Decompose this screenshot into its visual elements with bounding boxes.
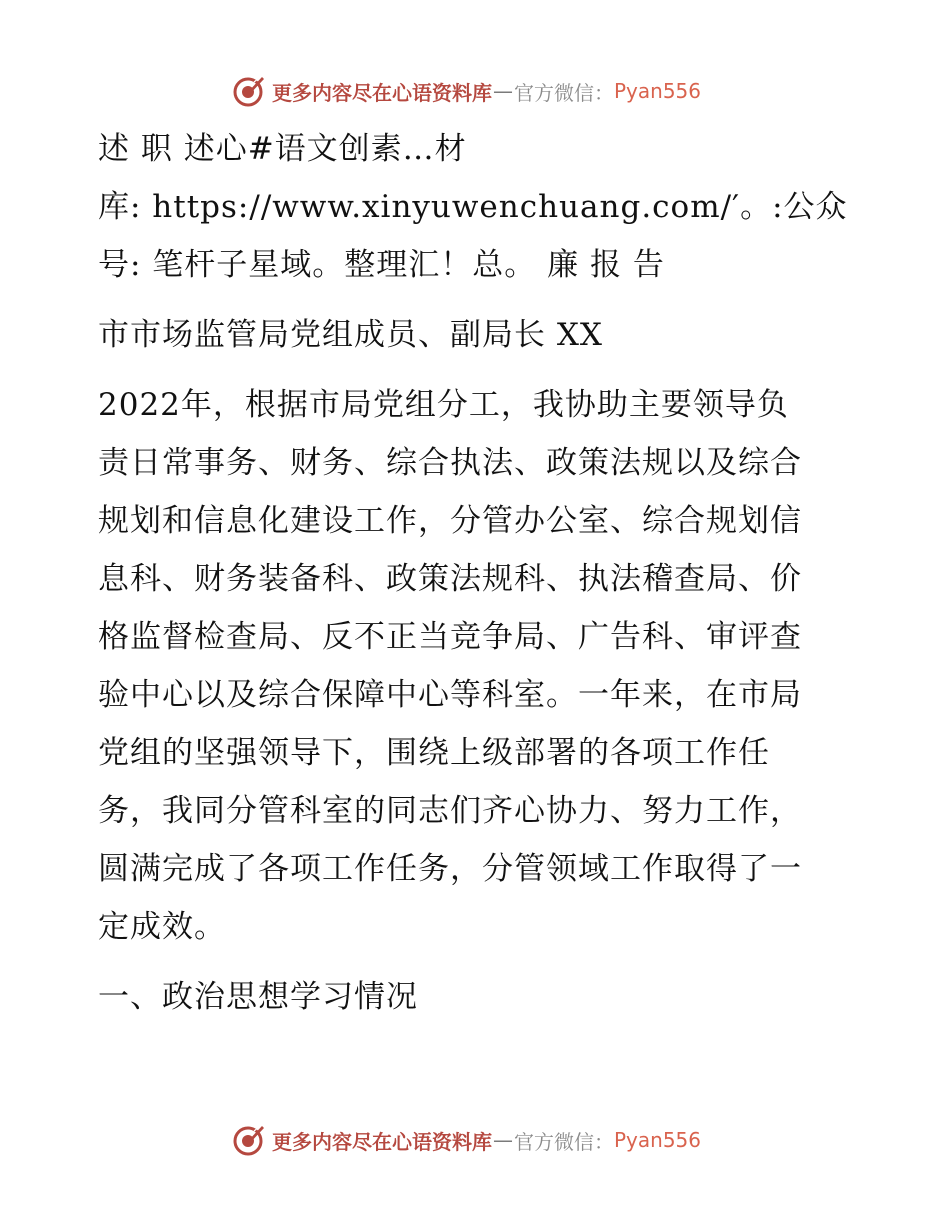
watermark-top	[232, 71, 701, 111]
watermark-dash: —	[493, 1128, 513, 1152]
section-heading: 一、政治思想学习情况	[98, 979, 418, 1015]
body-line-9: 圆满完成了各项工作任务，分管领域工作取得了一	[98, 851, 802, 887]
watermark-wechat-id: Pyan556	[614, 1128, 702, 1152]
header-line-1: 述 职 述心#语文创素…材	[98, 131, 467, 167]
document-body	[98, 120, 868, 1026]
body-line-3: 规划和信息化建设工作，分管办公室、综合规划信	[98, 503, 802, 539]
watermark-wechat-label: 官方微信：	[514, 80, 614, 105]
body-line-8: 务，我同分管科室的同志们齐心协力、努力工作，	[98, 793, 802, 829]
quill-seal-icon	[232, 1123, 266, 1157]
watermark-text: 更多内容尽在心语资料库	[272, 1129, 492, 1154]
body-line-2: 责日常事务、财务、综合执法、政策法规以及综合	[98, 445, 802, 481]
author-line: 市市场监管局党组成员、副局长 XX	[98, 317, 603, 353]
header-line-2: 库: https://www.xinyuwenchuang.com/′。:公众	[98, 189, 848, 225]
quill-seal-icon	[232, 74, 266, 108]
watermark-dash: —	[493, 79, 513, 103]
body-line-1: 2022年，根据市局党组分工，我协助主要领导负	[98, 387, 789, 423]
watermark-bottom	[232, 1120, 701, 1160]
watermark-wechat-id: Pyan556	[614, 79, 702, 103]
body-line-10: 定成效。	[98, 909, 226, 945]
body-line-7: 党组的坚强领导下，围绕上级部署的各项工作任	[98, 735, 770, 771]
watermark-text: 更多内容尽在心语资料库	[272, 80, 492, 105]
body-line-6: 验中心以及综合保障中心等科室。一年来，在市局	[98, 677, 802, 713]
header-line-3: 号: 笔杆子星域。整理汇！总。 廉 报 告	[98, 247, 665, 283]
body-line-4: 息科、财务装备科、政策法规科、执法稽查局、价	[98, 561, 802, 597]
watermark-wechat-label: 官方微信：	[514, 1129, 614, 1154]
body-line-5: 格监督检查局、反不正当竞争局、广告科、审评查	[98, 619, 802, 655]
